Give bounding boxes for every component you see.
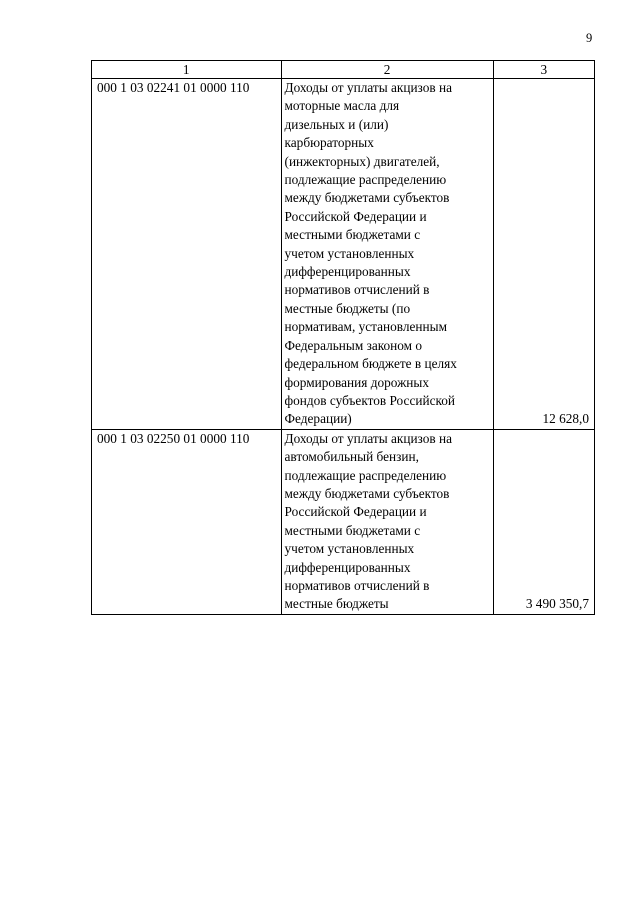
description-line: федеральном бюджете в целях [284,356,457,372]
description-line: карбюраторных [284,135,374,151]
description-line: дифференцированных [284,264,411,280]
description-line: учетом установленных [284,245,415,261]
description-line: Доходы от уплаты акцизов на [284,430,453,446]
amount-cell: 12 628,0 [493,79,594,430]
description-line: (инжекторных) двигателей, [284,153,440,169]
description-line: между бюджетами субъектов [284,485,450,501]
description-line: моторные масла для [284,98,400,114]
table-row [92,79,595,430]
budget-code-cell: 000 1 03 02241 01 0000 110 [92,79,282,430]
page-number: 9 [586,31,593,45]
column-header-1: 1 [92,61,282,79]
description-cell [281,429,493,614]
description-line: местные бюджеты (по [284,300,411,316]
description-line: нормативов отчислений в [284,577,430,593]
revenue-table [91,60,595,615]
description-line: автомобильный бензин, [284,449,419,465]
amount-cell: 3 490 350,7 [493,429,594,614]
description-line: нормативам, установленным [284,319,448,335]
description-line: формирования дорожных [284,374,429,390]
description-line: нормативов отчислений в [284,282,430,298]
description-line: подлежащие распределению [284,172,447,188]
description-cell [281,79,493,430]
description-line: Федеральным законом о [284,337,423,353]
description-line: Федерации) [284,411,352,427]
description-line: Доходы от уплаты акцизов на [284,80,453,95]
description-line: Российской Федерации и [284,504,427,520]
description-line: местными бюджетами с [284,227,421,243]
description-line: дифференцированных [284,559,411,575]
table-row [92,429,595,614]
description-line: дизельных и (или) [284,116,389,132]
column-header-3: 3 [493,61,594,79]
description-line: Российской Федерации и [284,208,427,224]
description-line: между бюджетами субъектов [284,190,450,206]
description-line: местные бюджеты [284,596,389,612]
description-line: учетом установленных [284,541,415,557]
description-line: местными бюджетами с [284,522,421,538]
description-line: фондов субъектов Российской [284,392,456,408]
description-line: подлежащие распределению [284,467,447,483]
column-header-2: 2 [281,61,493,79]
table-header-row [92,61,595,79]
budget-code-cell: 000 1 03 02250 01 0000 110 [92,429,282,614]
